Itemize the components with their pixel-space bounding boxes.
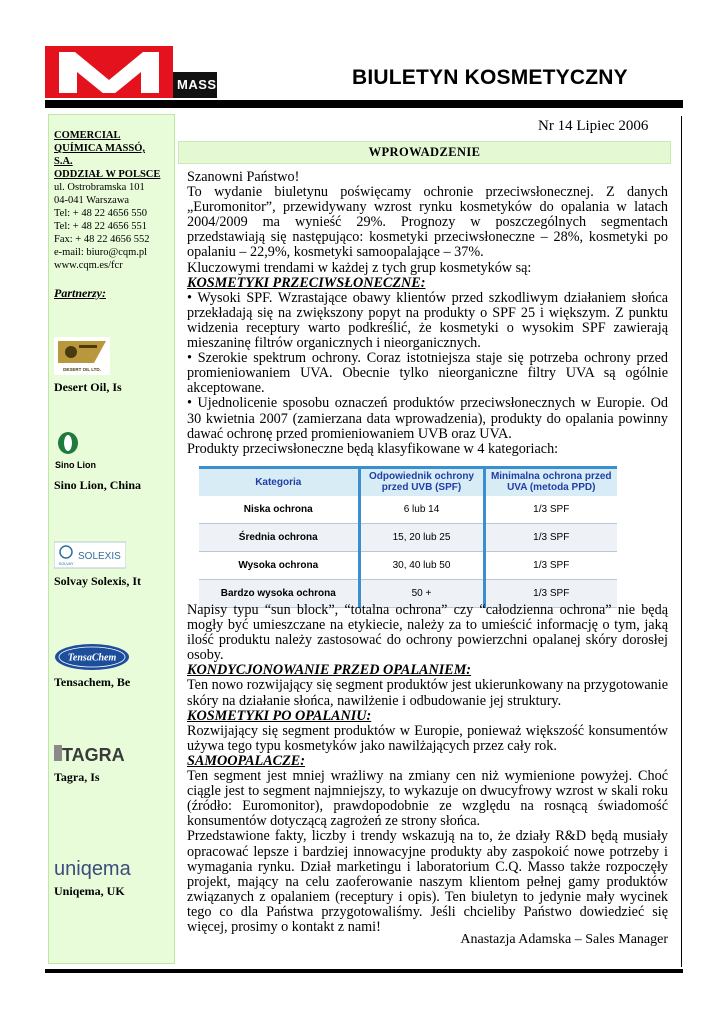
subheading: KOSMETYKI PRZECIWSŁONECZNE: [187, 274, 426, 291]
sidebar [48, 114, 175, 964]
partner-tensachem: Tensachem, Be [54, 675, 131, 689]
logo-text: MASSŌ [177, 77, 228, 92]
masso-logo [45, 46, 228, 98]
right-divider [681, 116, 682, 967]
table-cell: 15, 20 lub 25 [359, 524, 484, 552]
table-cell: Średnia ochrona [199, 524, 359, 552]
greeting: Szanowni Państwo! [187, 169, 300, 185]
partner-sino-lion: Sino Lion, China [54, 478, 142, 492]
svg-text:Sino Lion: Sino Lion [55, 460, 96, 470]
solvay-solexis-logo-icon [54, 540, 126, 570]
svg-text:SOLVAY: SOLVAY [58, 561, 74, 566]
header-divider [45, 100, 683, 108]
paragraph: Ten nowo rozwijający się segment produktów jest ukierunkowany na przygotowanie skóry na działanie słońca, nawilżenie i odbudowanie jej struktury. [187, 677, 668, 709]
subheading: KONDYCJONOWANIE PRZED OPALANIEM: [187, 662, 472, 679]
table-cell: 1/3 SPF [484, 496, 617, 524]
partner-desert-oil: Desert Oil, Is [54, 380, 122, 394]
table-header: Odpowiednik ochrony przed UVB (SPF) [359, 468, 484, 496]
table-cell: Niska ochrona [199, 496, 359, 524]
signature: Anastazja Adamska – Sales Manager [460, 932, 668, 947]
section-heading: WPROWADZENIE [178, 141, 671, 164]
table-cell: Wysoka ochrona [199, 552, 359, 580]
email[interactable]: e-mail: biuro@cqm.pl [54, 247, 148, 258]
table-header: Minimalna ochrona przed UVA (metoda PPD) [484, 468, 617, 496]
table-row [199, 524, 617, 552]
table-row [199, 552, 617, 580]
table-cell: 6 lub 14 [359, 496, 484, 524]
bullet: • Szerokie spektrum ochrony. Coraz istotniejsza staje się potrzeba ochrony przed promieniowaniem UVA. Obecnie tylko nieorganiczne filtry UVA są ogólnie akceptowane. [187, 350, 668, 397]
company-name-line: S.A. [54, 156, 73, 167]
svg-text:uniqema: uniqema [54, 858, 131, 880]
table-row [199, 496, 617, 524]
masso-m-logo-icon [45, 46, 173, 98]
phone-2: Tel: + 48 22 4656 551 [54, 221, 147, 232]
desert-oil-logo-icon [54, 337, 110, 375]
partner-tagra: Tagra, Is [54, 770, 100, 784]
website[interactable]: www.cqm.es/fcr [54, 260, 123, 271]
sino-lion-logo-icon [54, 431, 110, 471]
svg-text:SOLEXIS: SOLEXIS [78, 551, 121, 562]
table-cell: 30, 40 lub 50 [359, 552, 484, 580]
document-title: BIULETYN KOSMETYCZNY [352, 66, 628, 89]
table-cell: 1/3 SPF [484, 552, 617, 580]
subheading: KOSMETYKI PO OPALANIU: [187, 707, 372, 724]
intro-text [187, 170, 668, 457]
table-cell: Bardzo wysoka ochrona [199, 580, 359, 608]
company-name-line: COMERCIAL [54, 130, 121, 141]
issue-date: Nr 14 Lipiec 2006 [538, 118, 649, 134]
address-street: ul. Ostrobramska 101 [54, 182, 145, 193]
bullet: • Wysoki SPF. Wzrastające obawy klientów przed szkodliwym działaniem słońca przekładają się na zwiększony popyt na produkty o SPF 25 i większym. Z punktu widzenia receptury warto podkreślić, że kosmetyki o wysokim SPF zawierają mieszaninę filtrów organicznych i nieorganicznych. [187, 289, 668, 352]
spf-category-table [199, 466, 617, 608]
tensachem-logo-icon [54, 643, 130, 671]
company-name-line: QUÍMICA MASSÓ, [54, 143, 146, 154]
paragraph: Rozwijający się segment produktów w Europie, ponieważ większość konsumentów używa tego typu kosmetyków jako nawilżających przez cały rok. [187, 722, 668, 754]
bullet: • Ujednolicenie sposobu oznaczeń produktów przeciwsłonecznych w Europie. Od 30 kwietnia 2007 (zamierzana data wprowadzenia), produkty do opalania powinny dawać ochronę przed promieniowaniem UVB oraz UVA. [187, 395, 668, 442]
table-cell: 1/3 SPF [484, 580, 617, 608]
partner-solvay-solexis: Solvay Solexis, It [54, 574, 142, 588]
footer-divider [45, 969, 683, 973]
paragraph: Ten segment jest mniej wrażliwy na zmiany cen niż wymienione powyżej. Choć ciągle jest to segment najmniejszy, to wykazuje on dwucyfrowy wzrost w skali roku (źródło: Euromonitor), prawdopodobnie ze względu na rosnącą świadomość konsumentów dotyczącą zagrożeń ze strony słońca. [187, 768, 668, 830]
svg-text:TAGRA: TAGRA [62, 745, 125, 765]
uniqema-logo-icon [54, 855, 150, 881]
table-cell: 50 + [359, 580, 484, 608]
subheading: SAMOOPALACZE: [187, 752, 305, 769]
paragraph: Napisy typu “sun block”, “totalna ochrona” czy “całodzienna ochrona” nie będą mogły być umieszczane na etykiecie, należy za to umieścić informację o tym, jaką ilość produktu należy zastosować do ochrony powierzchni opalanej skóry dorosłej osoby. [187, 602, 668, 664]
table-cell: 1/3 SPF [484, 524, 617, 552]
partner-uniqema: Uniqema, UK [54, 884, 125, 898]
fax: Fax: + 48 22 4656 552 [54, 234, 150, 245]
paragraph: Produkty przeciwsłoneczne będą klasyfikowane w 4 kategoriach: [187, 440, 559, 457]
tagra-logo-icon [54, 741, 130, 767]
paragraph: To wydanie biuletynu poświęcamy ochronie przeciwsłonecznej. Z danych „Euromonitor”, przewidywany wzrost rynku kosmetyków do opalania w latach 2004/2009 ma wynieść 29%. Prognozy w poszczególnych segmentach przedstawiają się następująco: kosmetyki przeciwsłoneczne – 28%, kosmetyki po opalaniu – 22,9%, kosmetyki samoopalające – 37%. [187, 184, 668, 261]
paragraph: Kluczowymi trendami w każdej z tych grup kosmetyków są: [187, 259, 532, 276]
branch-name: ODDZIAŁ W POLSCE [54, 169, 161, 180]
phone-1: Tel: + 48 22 4656 550 [54, 208, 147, 219]
partners-heading: Partnerzy: [54, 286, 106, 300]
address-city: 04-041 Warszawa [54, 195, 130, 206]
table-header: Kategoria [199, 468, 359, 496]
svg-text:TensaChem: TensaChem [67, 652, 117, 664]
paragraph: Przedstawione fakty, liczby i trendy wskazują na to, że działy R&D będą musiały opracować lepsze i bardziej innowacyjne produkty aby zaspokoić nowe potrzeby i wymagania rynku. Dział marketingu i laboratorium C.Q. Masso także rozpoczęły projekt, mający na celu zaoferowanie naszym klientom pełnej gamy produktów związanych z opalaniem (receptury i opis). Ten biuletyn to jedynie mały wycinek tego co dla Państwa przygotowaliśmy. Jeśli chcieliby Państwo dowiedzieć się więcej, prosimy o kontakt z nami! [187, 828, 668, 935]
article-continued [187, 603, 668, 935]
svg-text:DESERT OIL LTD.: DESERT OIL LTD. [63, 367, 101, 372]
